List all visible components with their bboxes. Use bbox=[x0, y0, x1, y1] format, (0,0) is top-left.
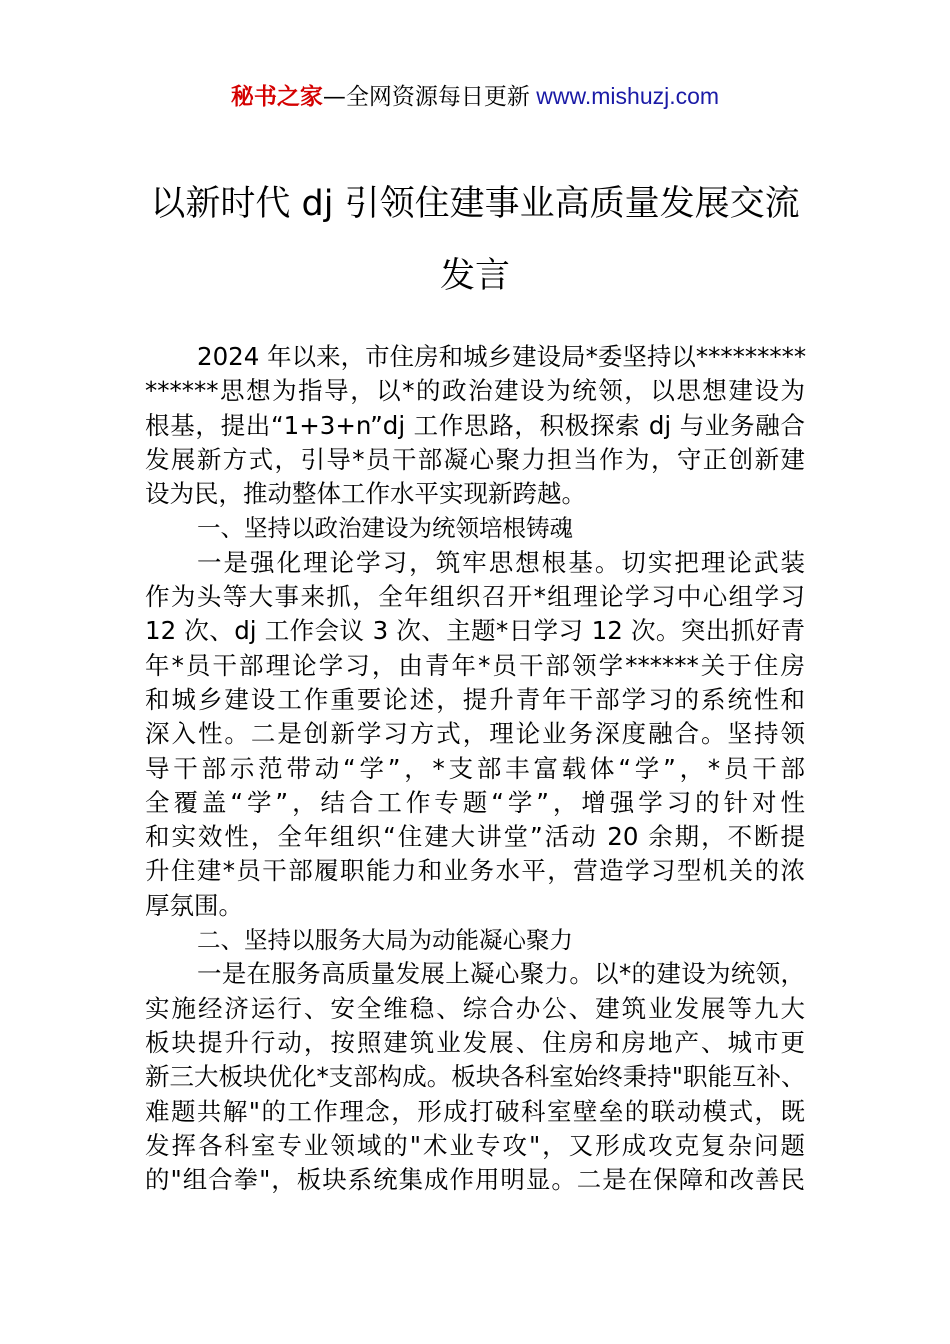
brand-name: 秘书之家 bbox=[230, 84, 323, 110]
document-body bbox=[145, 340, 805, 1197]
text-line: 升住建*员干部履职能力和业务水平，营造学习型机关的浓 bbox=[145, 856, 805, 886]
text-line: 一是在服务高质量发展上凝心聚力。以*的建设为统领， bbox=[197, 959, 805, 989]
text-line: 2024 年以来，市住房和城乡建设局*委坚持以********* bbox=[197, 342, 807, 371]
site-header bbox=[0, 80, 950, 113]
paragraph-section-1 bbox=[145, 546, 805, 923]
text-line: 和城乡建设工作重要论述，提升青年干部学习的系统性和 bbox=[145, 684, 805, 714]
text-line: 发展新方式，引导*员干部凝心聚力担当作为，守正创新建 bbox=[145, 444, 805, 474]
section-heading-2: 二、坚持以服务大局为动能凝心聚力 bbox=[197, 926, 573, 955]
text-line: 实施经济运行、安全维稳、综合办公、建筑业发展等九大 bbox=[145, 993, 805, 1023]
section-heading-1: 一、坚持以政治建设为统领培根铸魂 bbox=[197, 514, 573, 543]
text-line: 板块提升行动，按照建筑业发展、住房和房地产、城市更 bbox=[145, 1027, 805, 1057]
text-line: 深入性。二是创新学习方式，理论业务深度融合。坚持领 bbox=[145, 719, 805, 749]
text-line: 作为头等大事来抓，全年组织召开*组理论学习中心组学习 bbox=[145, 582, 805, 612]
text-line: 发挥各科室专业领域的"术业专攻"，又形成攻克复杂问题 bbox=[145, 1130, 805, 1160]
text-line: 难题共解"的工作理念，形成打破科室壁垒的联动模式，既 bbox=[145, 1096, 805, 1126]
text-line: 的"组合拳"，板块系统集成作用明显。二是在保障和改善民 bbox=[145, 1165, 805, 1195]
text-line: 全覆盖“学”，结合工作专题“学”，增强学习的针对性 bbox=[145, 787, 805, 817]
text-line: 厚氛围。 bbox=[145, 890, 243, 920]
paragraph-section-2 bbox=[145, 957, 805, 1197]
text-line: 年*员干部理论学习，由青年*员干部领学******关于住房 bbox=[145, 650, 805, 680]
text-line: 12 次、dj 工作会议 3 次、主题*日学习 12 次。突出抓好青 bbox=[145, 616, 805, 646]
text-line: 导干部示范带动“学”，*支部丰富载体“学”，*员干部 bbox=[145, 753, 805, 783]
text-line: 新三大板块优化*支部构成。板块各科室始终秉持"职能互补、 bbox=[145, 1062, 806, 1092]
text-line: 一是强化理论学习，筑牢思想根基。切实把理论武装 bbox=[197, 547, 805, 577]
document-title bbox=[120, 168, 830, 312]
site-tagline: —全网资源每日更新 bbox=[322, 84, 530, 110]
site-url-link[interactable]: www.mishuzj.com bbox=[529, 83, 720, 109]
text-line: 根基，提出“1+3+n”dj 工作思路，积极探索 dj 与业务融合 bbox=[145, 410, 805, 440]
text-line: 和实效性，全年组织“住建大讲堂”活动 20 余期，不断提 bbox=[145, 822, 805, 852]
text-line: 设为民，推动整体工作水平实现新跨越。 bbox=[145, 479, 586, 509]
text-line: ******思想为指导，以*的政治建设为统领，以思想建设为 bbox=[145, 376, 805, 406]
title-line-1: 以新时代 dj 引领住建事业高质量发展交流 bbox=[150, 184, 800, 224]
title-line-2: 发言 bbox=[439, 256, 510, 296]
paragraph-intro bbox=[145, 340, 805, 511]
